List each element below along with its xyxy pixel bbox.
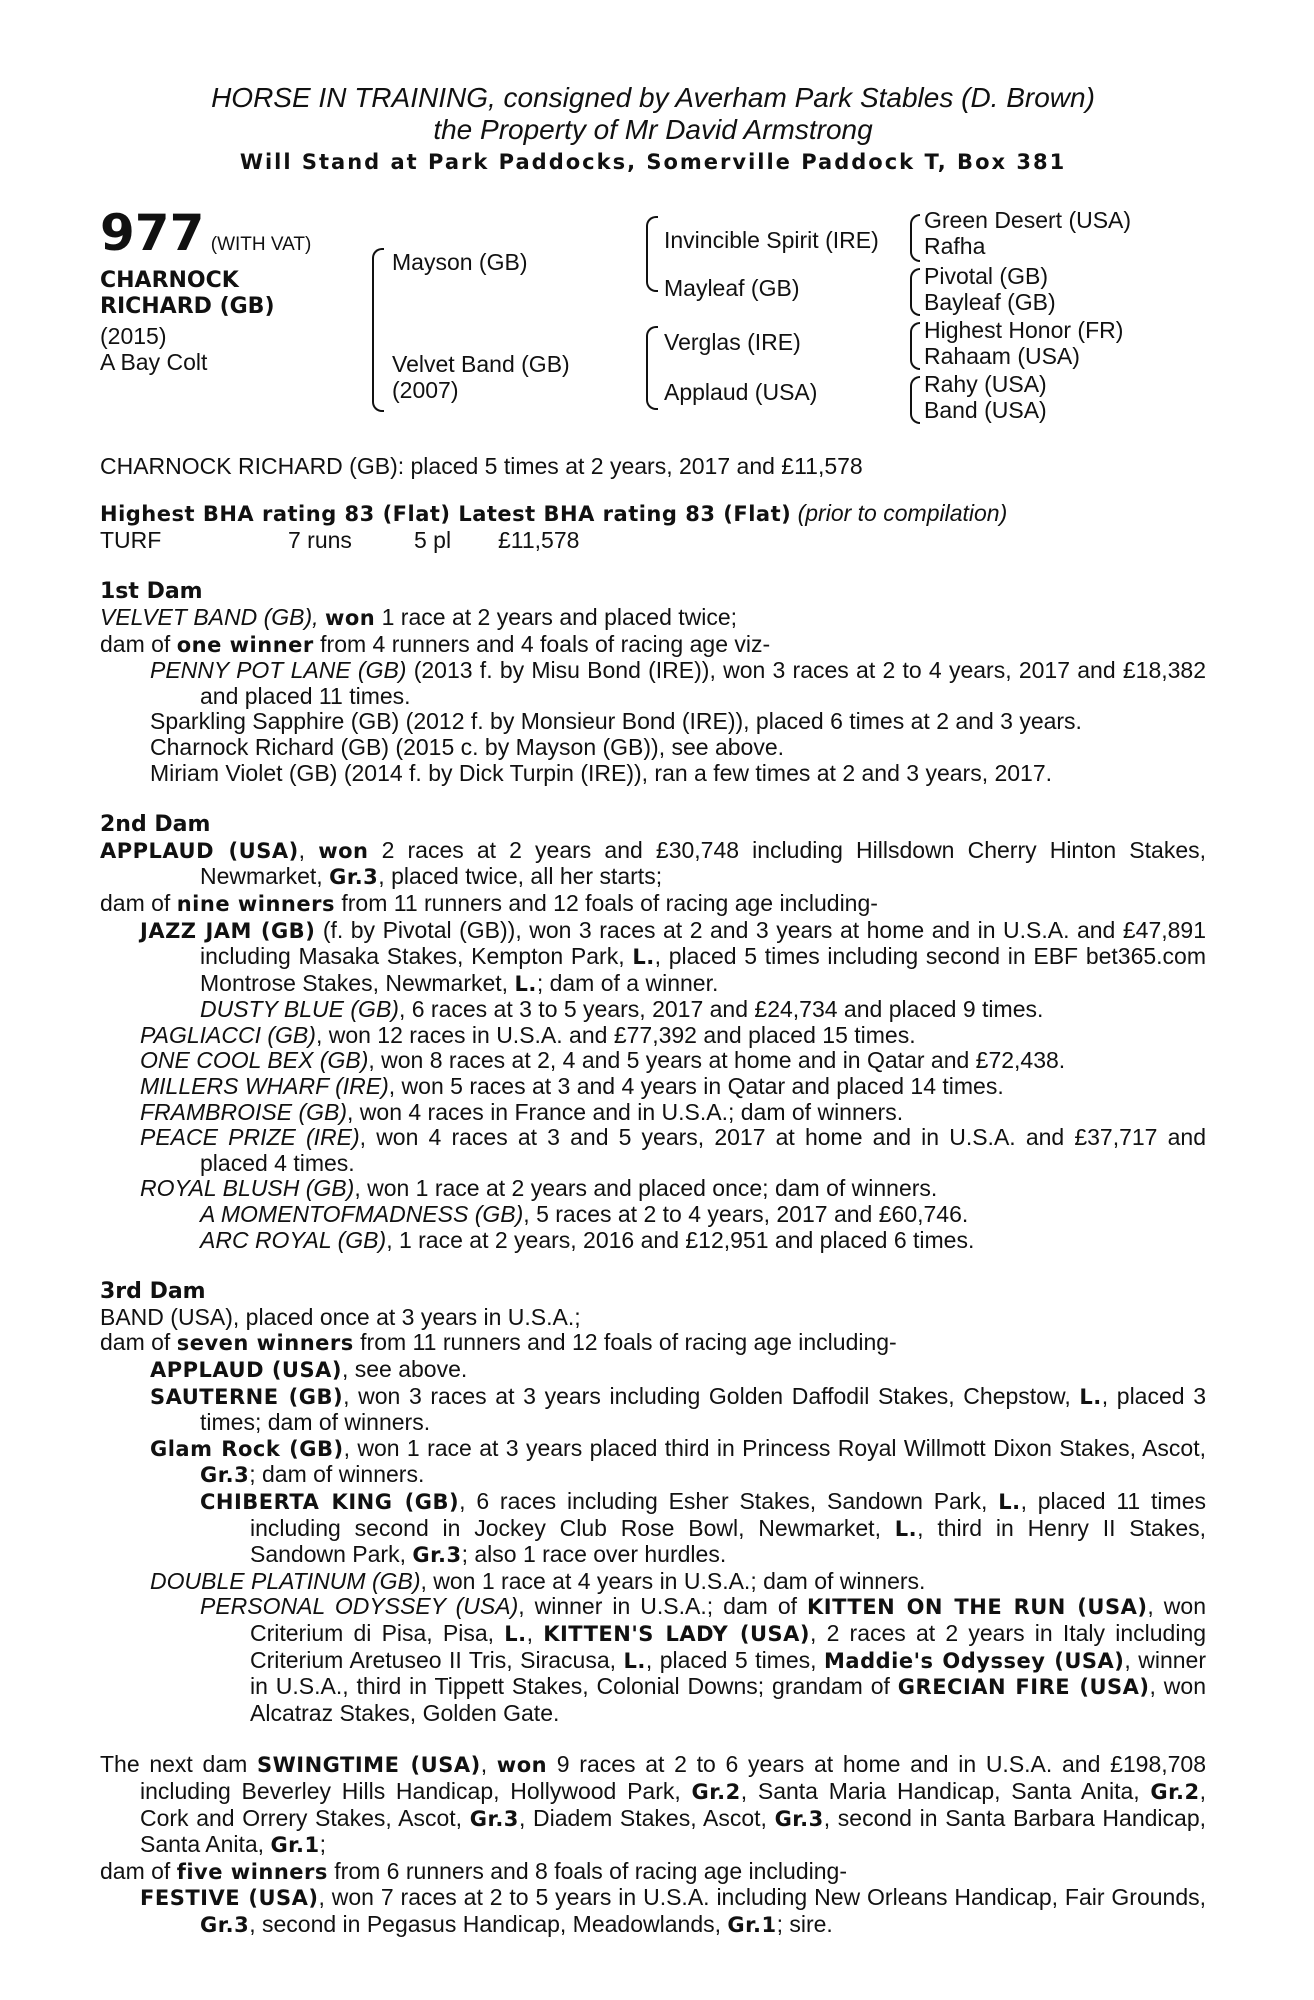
- winner-count: five winners: [176, 1859, 328, 1884]
- third-dam-heading: 3rd Dam: [100, 1279, 206, 1305]
- a-momentofmadness-entry: [100, 1202, 1206, 1228]
- listed-label: L.: [504, 1621, 527, 1646]
- jazz-jam-tail: ; dam of a winner.: [536, 969, 719, 996]
- grade-label: Gr.1: [270, 1833, 320, 1858]
- offspring-4: Miriam Violet (GB) (2014 f. by Dick Turpin (IRE)), ran a few times at 2 and 3 years, 2017.: [150, 759, 1053, 786]
- kittens-lady-text: , 2 races at 2 years in Italy including Criterium Aretuseo II Tris, Siracusa,: [250, 1619, 1207, 1673]
- frambroise-entry: [100, 1100, 1206, 1126]
- dam-dam: Applaud (USA): [664, 378, 818, 405]
- second-dam-record: [100, 838, 1206, 891]
- foals-text: from 11 runners and 12 foals of racing age including-: [360, 1329, 897, 1356]
- swingtime-text-3: , Cork and Orrery Stakes, Ascot,: [140, 1777, 1207, 1831]
- second-dam-race-tail: , placed twice, all her starts;: [378, 863, 663, 890]
- rating-values: Highest BHA rating 83 (Flat) Latest BHA rating 83 (Flat): [100, 502, 792, 527]
- listed-label: L.: [1079, 1384, 1102, 1409]
- grade-label: Gr.3: [200, 1912, 250, 1937]
- chiberta-king-entry: [100, 1489, 1206, 1569]
- winner-count: one winner: [176, 632, 314, 657]
- one-cool-bex-name: ONE COOL BEX (GB): [140, 1047, 369, 1074]
- personal-odyssey-name: PERSONAL ODYSSEY (USA): [200, 1593, 519, 1620]
- gg-3: Pivotal (GB): [924, 262, 1048, 289]
- turf-earnings: £11,578: [498, 526, 580, 553]
- sauterne-entry: [100, 1384, 1206, 1436]
- grade-label: Gr.3: [469, 1806, 519, 1831]
- dam-of-text: dam of: [100, 630, 171, 657]
- next-dam-intro: The next dam: [100, 1751, 248, 1778]
- first-dam-produce: [100, 632, 1206, 659]
- rating-note: (prior to compilation): [797, 500, 1008, 527]
- gg-2: Rafha: [924, 232, 986, 259]
- applaud-text: , see above.: [341, 1356, 468, 1382]
- lot-number-row: [100, 203, 312, 262]
- winner-count: nine winners: [176, 891, 335, 916]
- swingtime-name: SWINGTIME (USA): [257, 1753, 481, 1778]
- swingtime-text-4: , Diadem Stakes, Ascot,: [518, 1804, 767, 1831]
- glam-rock-tail: ; dam of winners.: [249, 1461, 425, 1488]
- catalogue-page: [100, 82, 1206, 1938]
- lot-number: 977: [100, 203, 205, 262]
- swingtime-text: 9 races at 2 to 6 years at home and in U.S.A. and £198,708 including Beverley Hills Handicap, Hollywood Park,: [140, 1751, 1207, 1804]
- dam-year: (2007): [392, 376, 459, 403]
- kittens-lady-name: KITTEN'S LADY (USA): [543, 1621, 810, 1646]
- dusty-blue-name: DUSTY BLUE (GB): [200, 996, 399, 1023]
- festive-text: , won 7 races at 2 to 5 years in U.S.A. including New Orleans Handicap, Fair Grounds,: [318, 1884, 1206, 1911]
- foals-text: from 11 runners and 12 foals of racing age including-: [341, 889, 878, 916]
- festive-tail: ; sire.: [776, 1910, 833, 1937]
- festive-name: FESTIVE (USA): [140, 1886, 319, 1911]
- kittens-lady-tail: , placed 5 times,: [645, 1646, 817, 1673]
- dam-of-text: dam of: [100, 1329, 171, 1356]
- dam-sire: Verglas (IRE): [664, 328, 801, 355]
- listed-label: L.: [623, 1648, 646, 1673]
- listed-label: L.: [632, 945, 655, 970]
- frambroise-name: FRAMBROISE (GB): [140, 1098, 348, 1125]
- jazz-jam-name: JAZZ JAM (GB): [140, 918, 316, 943]
- peace-prize-name: PEACE PRIZE (IRE): [140, 1124, 360, 1151]
- sire-dam-brace: [372, 248, 384, 412]
- swingtime-text-5: , second in Santa Barbara Handicap, Santa Anita,: [140, 1804, 1206, 1858]
- offspring-1: [100, 658, 1206, 709]
- sire-sire: Invincible Spirit (IRE): [664, 226, 879, 253]
- jazz-jam-text: (f. by Pivotal (GB)), won 3 races at 2 and 3 years at home and in U.S.A. and £47,891 including Masaka Stakes, Kempton Park,: [200, 916, 1206, 970]
- listed-label: L.: [514, 971, 537, 996]
- applaud-name: APPLAUD (USA): [150, 1358, 342, 1382]
- grade-label: Gr.3: [329, 865, 379, 890]
- chiberta-king-text-3: , third in Henry II Stakes, Sandown Park,: [250, 1514, 1207, 1568]
- festive-entry: [100, 1885, 1206, 1938]
- pagliacci-text: , won 12 races in U.S.A. and £77,392 and placed 15 times.: [315, 1021, 916, 1048]
- grade-label: Gr.3: [200, 1463, 250, 1488]
- royal-blush-text: , won 1 race at 2 years and placed once; dam of winners.: [354, 1175, 938, 1202]
- third-dam-record: BAND (USA), placed once at 3 years in U.S.A.;: [100, 1303, 581, 1330]
- gg-8: Band (USA): [924, 396, 1047, 423]
- maddies-odyssey-text: , winner in U.S.A., third in Tippett Stakes, Colonial Downs; grandam of: [250, 1646, 1207, 1700]
- second-dam-produce: [100, 891, 1206, 918]
- millers-wharf-name: MILLERS WHARF (IRE): [140, 1073, 389, 1100]
- dusty-blue-text: , 6 races at 3 to 5 years, 2017 and £24,734 and placed 9 times.: [398, 996, 1044, 1023]
- offspring-record: (2013 f. by Misu Bond (IRE)), won 3 races at 2 to 4 years, 2017 and £18,382 and placed 11 times.: [200, 657, 1207, 709]
- grade-label: Gr.2: [1150, 1779, 1200, 1804]
- millers-wharf-text: , won 5 races at 3 and 4 years in Qatar and placed 14 times.: [388, 1073, 1004, 1100]
- grade-label: Gr.3: [412, 1543, 462, 1568]
- second-dam-name: APPLAUD (USA): [100, 838, 299, 863]
- chiberta-king-text-2: , placed 11 times including second in Jockey Club Rose Bowl, Newmarket,: [250, 1487, 1206, 1541]
- first-dam-race-text: 1 race at 2 years and placed twice;: [381, 603, 738, 630]
- arc-royal-entry: [100, 1228, 1206, 1254]
- chiberta-king-text: , 6 races including Esher Stakes, Sandown Park,: [459, 1487, 988, 1514]
- pedigree-block: [100, 203, 1206, 448]
- a-momentofmadness-name: A MOMENTOFMADNESS (GB): [200, 1201, 524, 1228]
- dusty-blue-entry: [100, 997, 1206, 1023]
- millers-wharf-entry: [100, 1074, 1206, 1100]
- turf-record: [100, 528, 1206, 554]
- won-word: won: [324, 605, 376, 630]
- chiberta-king-tail: ; also 1 race over hurdles.: [461, 1541, 727, 1568]
- turf-label: TURF: [100, 526, 162, 553]
- sire-name: Mayson (GB): [392, 248, 528, 275]
- first-dam-record: [100, 605, 1206, 632]
- consignor-line: HORSE IN TRAINING, consigned by Averham Park Stables (D. Brown): [211, 82, 1095, 113]
- foals-text: from 6 runners and 8 foals of racing age including-: [334, 1857, 847, 1884]
- one-cool-bex-text: , won 8 races at 2, 4 and 5 years at home and in Qatar and £72,438.: [368, 1047, 1066, 1074]
- sauterne-name: SAUTERNE (GB): [150, 1384, 344, 1409]
- sauterne-text: , won 3 races at 3 years including Golden Daffodil Stakes, Chepstow,: [343, 1382, 1071, 1409]
- gg-7: Rahy (USA): [924, 370, 1047, 397]
- horse-name-line1: CHARNOCK: [100, 267, 239, 293]
- double-platinum-name: DOUBLE PLATINUM (GB): [150, 1567, 421, 1594]
- frambroise-text: , won 4 races in France and in U.S.A.; dam of winners.: [347, 1098, 904, 1125]
- g-brace-3: [910, 322, 920, 370]
- grade-label: Gr.1: [727, 1912, 777, 1937]
- swingtime-text-2: , Santa Maria Handicap, Santa Anita,: [740, 1777, 1140, 1804]
- royal-blush-name: ROYAL BLUSH (GB): [140, 1175, 355, 1202]
- comma: ,: [298, 836, 306, 863]
- listed-label: L.: [998, 1489, 1021, 1514]
- a-momentofmadness-text: , 5 races at 2 to 4 years, 2017 and £60,746.: [523, 1201, 969, 1228]
- sire-parents-brace: [646, 216, 658, 292]
- glam-rock-text: , won 1 race at 3 years placed third in Princess Royal Willmott Dixon Stakes, Ascot,: [343, 1434, 1206, 1461]
- personal-odyssey-text: , winner in U.S.A.; dam of: [518, 1593, 798, 1620]
- glam-rock-name: Glam Rock (GB): [150, 1436, 344, 1461]
- horse-description: A Bay Colt: [100, 348, 208, 375]
- won-word: won: [318, 838, 369, 863]
- double-platinum-entry: [100, 1569, 1206, 1595]
- chiberta-king-name: CHIBERTA KING (GB): [200, 1489, 460, 1514]
- foaled-year: (2015): [100, 322, 167, 349]
- kitten-on-the-run-name: KITTEN ON THE RUN (USA): [807, 1595, 1148, 1620]
- one-cool-bex-entry: [100, 1048, 1206, 1074]
- jazz-jam-text-2: , placed 5 times including second in EBF bet365.com Montrose Stakes, Newmarket,: [200, 943, 1207, 996]
- g-brace-4: [910, 376, 920, 424]
- foals-text: from 4 runners and 4 foals of racing age viz-: [320, 630, 771, 657]
- dam-parents-brace: [646, 326, 658, 410]
- grade-label: Gr.2: [691, 1779, 741, 1804]
- grecian-fire-name: GRECIAN FIRE (USA): [897, 1675, 1150, 1700]
- race-summary: CHARNOCK RICHARD (GB): placed 5 times at 2 years, 2017 and £11,578: [100, 452, 863, 479]
- first-dam-name: VELVET BAND (GB),: [100, 603, 319, 630]
- pagliacci-name: PAGLIACCI (GB): [140, 1021, 316, 1048]
- kitten-on-the-run-text: , won Criterium di Pisa, Pisa,: [250, 1593, 1206, 1646]
- turf-placed: 5 pl: [414, 526, 452, 553]
- arc-royal-text: , 1 race at 2 years, 2016 and £12,951 and placed 6 times.: [386, 1226, 975, 1253]
- peace-prize-text: , won 4 races at 3 and 5 years, 2017 at home and in U.S.A. and £37,717 and placed 4 times.: [200, 1124, 1206, 1176]
- glam-rock-entry: [100, 1436, 1206, 1489]
- arc-royal-name: ARC ROYAL (GB): [200, 1226, 387, 1253]
- vat-note: (WITH VAT): [210, 233, 312, 255]
- sire-dam: Mayleaf (GB): [664, 274, 800, 301]
- offspring-name: PENNY POT LANE (GB): [150, 657, 407, 684]
- peace-prize-entry: [100, 1125, 1206, 1176]
- maddies-odyssey-name: Maddie's Odyssey (USA): [824, 1648, 1125, 1673]
- winner-count: seven winners: [176, 1331, 354, 1356]
- royal-blush-entry: [100, 1176, 1206, 1202]
- third-dam-produce: [100, 1330, 1206, 1357]
- personal-odyssey-entry: [100, 1594, 1206, 1726]
- pagliacci-entry: [100, 1023, 1206, 1049]
- festive-text-2: , second in Pegasus Handicap, Meadowlands,: [249, 1910, 721, 1937]
- turf-runs: 7 runs: [288, 526, 352, 553]
- owner-line: the Property of Mr David Armstrong: [433, 114, 873, 145]
- offspring-2: Sparkling Sapphire (GB) (2012 f. by Monsieur Bond (IRE)), placed 6 times at 2 and 3 years.: [150, 708, 1082, 735]
- gg-1: Green Desert (USA): [924, 206, 1132, 233]
- listed-label: L.: [894, 1516, 918, 1541]
- grade-label: Gr.3: [774, 1806, 824, 1831]
- sauterne-tail: , placed 3 times; dam of winners.: [200, 1382, 1206, 1436]
- dam-name: Velvet Band (GB): [392, 350, 570, 377]
- gg-5: Highest Honor (FR): [924, 316, 1124, 343]
- second-dam-heading: 2nd Dam: [100, 812, 211, 838]
- next-dam-produce: [100, 1859, 1206, 1886]
- gg-4: Bayleaf (GB): [924, 288, 1056, 315]
- second-dam-race-text: 2 races at 2 years and £30,748 including Hillsdown Cherry Hinton Stakes, Newmarket,: [200, 836, 1207, 890]
- first-dam-heading: 1st Dam: [100, 579, 203, 605]
- horse-name-line2: RICHARD (GB): [100, 293, 275, 319]
- offspring-3: Charnock Richard (GB) (2015 c. by Mayson (GB)), see above.: [150, 733, 785, 760]
- double-platinum-text: , won 1 race at 4 years in U.S.A.; dam of winners.: [420, 1567, 926, 1594]
- g-brace-2: [910, 268, 920, 316]
- jazz-jam-entry: [100, 918, 1206, 998]
- rating-line: [100, 501, 1206, 528]
- dam-of-text: dam of: [100, 889, 171, 916]
- stand-line: Will Stand at Park Paddocks, Somerville Paddock T, Box 381: [239, 150, 1067, 174]
- grecian-fire-text: , won Alcatraz Stakes, Golden Gate.: [250, 1673, 1207, 1726]
- won-word: won: [496, 1753, 548, 1778]
- comma: ,: [526, 1619, 533, 1646]
- gg-6: Rahaam (USA): [924, 342, 1080, 369]
- dam-of-text: dam of: [100, 1857, 171, 1884]
- next-dam-record: [100, 1752, 1206, 1858]
- g-brace-1: [910, 214, 920, 262]
- applaud-entry: [100, 1357, 1206, 1384]
- comma: ,: [480, 1751, 488, 1778]
- semicolon: ;: [319, 1831, 327, 1858]
